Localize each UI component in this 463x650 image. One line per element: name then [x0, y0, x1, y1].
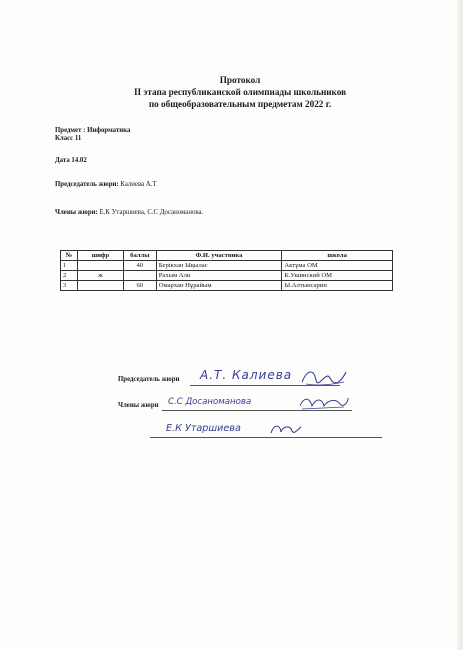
- scan-edge: [457, 0, 463, 650]
- header-number: №: [61, 251, 78, 261]
- chair-signature-label: Председатель жюри: [118, 376, 180, 383]
- members-field: [55, 208, 203, 217]
- chair-field: [55, 180, 157, 189]
- members-signature-label: Члены жюри: [118, 402, 159, 409]
- header-code: шифр: [77, 251, 123, 261]
- header-school: школа: [282, 251, 393, 261]
- class-label: Класс: [55, 135, 75, 142]
- cell-code: [77, 261, 123, 271]
- cell-score: [123, 271, 156, 281]
- chair-label: Председатель жюри:: [55, 181, 121, 188]
- date-value: 14.02: [71, 157, 87, 164]
- header-score: баллы: [123, 251, 156, 261]
- cell-participant-name: Омархан Нұрайым: [156, 281, 282, 291]
- chair-handwritten-name: А.Т. Калиева: [200, 368, 293, 382]
- table-row: [61, 261, 393, 271]
- member2-signature-line: [150, 437, 382, 438]
- cell-number: 2: [61, 271, 78, 281]
- cell-school: К.Ушинский ОМ: [282, 271, 393, 281]
- class-field: [55, 134, 81, 143]
- member1-signature-scribble: [298, 394, 350, 412]
- cell-code: [77, 281, 123, 291]
- results-table: [60, 250, 393, 291]
- cell-participant-name: Берікхан Ықылас: [156, 261, 282, 271]
- subject-value: Информатика: [87, 127, 131, 134]
- cell-code: ж: [77, 271, 123, 281]
- subject-label: Предмет :: [55, 127, 88, 134]
- member2-handwritten-name: Е.К Утаршиева: [166, 423, 241, 434]
- member2-signature-scribble: [268, 421, 304, 439]
- date-field: [55, 156, 87, 165]
- table-row: [61, 271, 393, 281]
- class-value: 11: [74, 135, 82, 142]
- cell-number: 1: [61, 261, 78, 271]
- chair-signature-scribble: [300, 366, 348, 388]
- document-subtitle-line-2: по общеобразовательным предметам 2022 г.: [148, 99, 332, 109]
- header-participant-name: Ф.И. участника: [156, 251, 282, 261]
- cell-school: Актұма ОМ: [282, 261, 393, 271]
- document-title: Протокол: [219, 75, 261, 85]
- date-label: Дата: [55, 157, 72, 164]
- cell-score: 60: [123, 281, 156, 291]
- members-label: Члены жюри:: [55, 209, 100, 216]
- cell-school: Ы.Алтынсарин: [282, 281, 393, 291]
- document-subtitle-line-1: II этапа республиканской олимпиады школьников: [133, 87, 347, 97]
- members-value: Е.К Утаршиева, С.С Досаномaнова.: [99, 209, 204, 216]
- member1-handwritten-name: С.С Досаномaнова: [168, 397, 252, 407]
- chair-value: Калиева А.Т: [120, 181, 157, 188]
- table-row: [61, 281, 393, 291]
- table-header-row: [61, 251, 393, 261]
- document-title-block: [60, 74, 420, 110]
- cell-participant-name: Рахым Али: [156, 271, 282, 281]
- cell-number: 3: [61, 281, 78, 291]
- cell-score: 40: [123, 261, 156, 271]
